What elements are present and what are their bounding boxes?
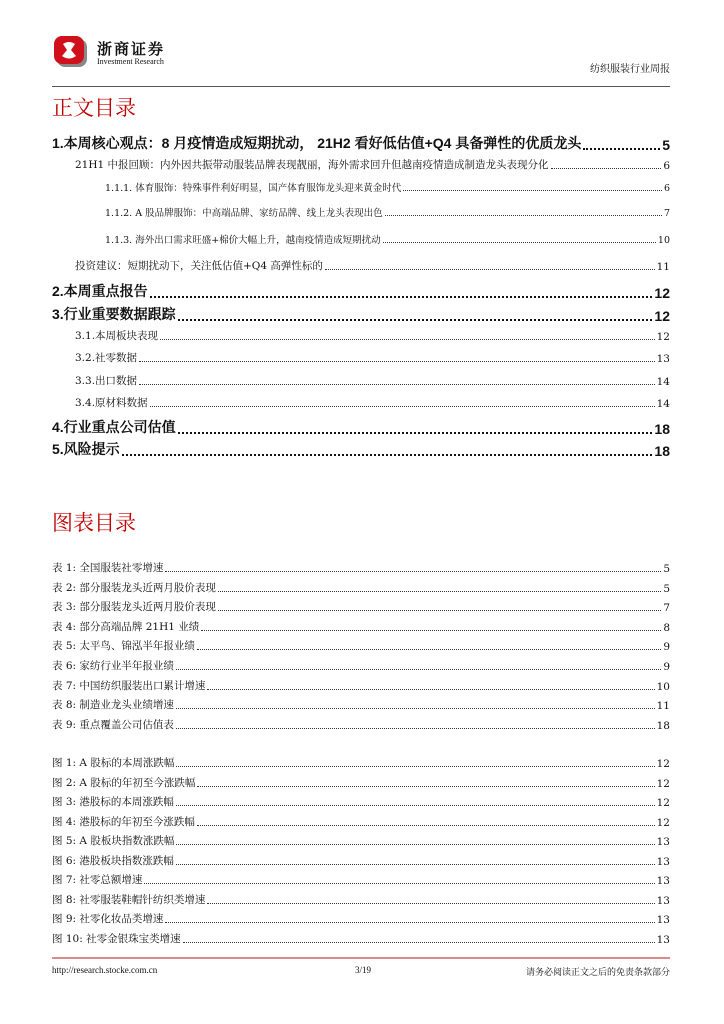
dot-leader bbox=[139, 361, 655, 362]
table-list-entry[interactable] bbox=[52, 678, 670, 693]
entry-label: 表 2: 部分服装龙头近两月股价表现 bbox=[52, 581, 216, 594]
chart-list-entry[interactable] bbox=[52, 833, 670, 848]
entry-label: 图 10: 社零金银珠宝类增速 bbox=[52, 932, 181, 945]
table-list-entry[interactable] bbox=[52, 599, 670, 614]
entry-page: 13 bbox=[656, 914, 670, 926]
toc-entry[interactable] bbox=[105, 232, 670, 246]
entry-page: 6 bbox=[663, 183, 670, 194]
dot-leader bbox=[176, 708, 655, 709]
toc-entry[interactable] bbox=[52, 133, 670, 153]
entry-label: 图 1: A 股标的本周涨跌幅 bbox=[52, 757, 175, 769]
entry-label: 表 3: 部分服装龙头近两月股价表现 bbox=[52, 601, 216, 614]
entry-page: 10 bbox=[656, 680, 670, 693]
entry-label: 1.本周核心观点：8 月疫情造成短期扰动， 21H2 看好低估值+Q4 具备弹性的优质龙头 bbox=[52, 135, 582, 151]
entry-label: 图 4: 港股标的年初至今涨跌幅 bbox=[52, 815, 195, 828]
toc-title: 正文目录 bbox=[52, 96, 136, 120]
toc-entry[interactable] bbox=[105, 205, 670, 219]
entry-label: 图 7: 社零总额增速 bbox=[52, 874, 143, 886]
dot-leader bbox=[178, 432, 653, 434]
toc-entry[interactable] bbox=[52, 304, 670, 324]
entry-page: 10 bbox=[657, 235, 670, 246]
entry-page: 12 bbox=[656, 758, 670, 770]
entry-page: 12 bbox=[656, 816, 670, 829]
entry-label: 2.本周重点报告 bbox=[52, 283, 148, 299]
dot-leader bbox=[218, 591, 661, 592]
entry-page: 18 bbox=[654, 421, 670, 437]
dot-leader bbox=[176, 805, 655, 806]
entry-label: 表 4: 部分高端品牌 21H1 业绩 bbox=[52, 620, 200, 633]
dot-leader bbox=[218, 610, 661, 611]
toc-entry[interactable] bbox=[52, 281, 670, 301]
dot-leader bbox=[144, 883, 654, 884]
table-list-entry[interactable] bbox=[52, 619, 670, 634]
entry-page: 13 bbox=[656, 855, 670, 868]
entry-label: 3.3.出口数据 bbox=[75, 375, 138, 387]
dot-leader bbox=[207, 689, 654, 690]
toc-entry[interactable] bbox=[75, 328, 670, 343]
entry-label: 1.1.1. 体育服饰：特殊事件利好明显，国产体育服饰龙头迎来黄金时代 bbox=[105, 183, 402, 194]
entry-page: 13 bbox=[656, 894, 670, 907]
entry-page: 9 bbox=[663, 661, 670, 673]
entry-page: 14 bbox=[656, 376, 670, 388]
entry-label: 4.行业重点公司估值 bbox=[52, 419, 176, 435]
table-list-entry[interactable] bbox=[52, 580, 670, 595]
entry-label: 1.1.3. 海外出口需求旺盛+棉价大幅上升，越南疫情造成短期扰动 bbox=[105, 235, 381, 246]
header-divider bbox=[52, 86, 670, 87]
dot-leader bbox=[325, 269, 655, 270]
entry-page: 12 bbox=[656, 777, 670, 790]
dot-leader bbox=[551, 168, 662, 169]
dot-leader bbox=[178, 319, 653, 321]
dot-leader bbox=[176, 669, 661, 670]
toc-entry[interactable] bbox=[75, 373, 670, 388]
toc-entry[interactable] bbox=[75, 350, 670, 365]
entry-page: 6 bbox=[663, 160, 670, 172]
entry-page: 13 bbox=[656, 875, 670, 887]
entry-page: 5 bbox=[662, 137, 670, 153]
dot-leader bbox=[197, 649, 661, 650]
footer-url[interactable]: http://research.stocke.com.cn bbox=[52, 965, 158, 975]
entry-page: 13 bbox=[656, 933, 670, 946]
brand-name-en: Investment Research bbox=[97, 57, 164, 66]
entry-label: 3.1.本周板块表现 bbox=[75, 330, 159, 342]
dot-leader bbox=[583, 148, 660, 150]
dot-leader bbox=[201, 630, 661, 631]
entry-page: 13 bbox=[656, 353, 670, 365]
report-type: 纺织服装行业周报 bbox=[590, 64, 670, 75]
dot-leader bbox=[150, 296, 653, 298]
chart-list-entry[interactable] bbox=[52, 814, 670, 829]
entry-label: 表 5: 太平鸟、锦泓半年报业绩 bbox=[52, 640, 195, 653]
table-list-entry[interactable] bbox=[52, 560, 670, 575]
entry-label: 3.2.社零数据 bbox=[75, 352, 138, 364]
dot-leader bbox=[176, 728, 655, 729]
dot-leader bbox=[183, 942, 655, 943]
entry-label: 图 9: 社零化妆品类增速 bbox=[52, 913, 164, 925]
page-number: 3/19 bbox=[355, 965, 372, 975]
entry-label: 1.1.2. A 股品牌服饰：中高端品牌、家纺品牌、线上龙头表现出色 bbox=[105, 208, 383, 219]
entry-page: 18 bbox=[656, 719, 670, 732]
entry-label: 表 1: 全国服装社零增速 bbox=[52, 562, 164, 574]
dot-leader bbox=[160, 339, 655, 340]
entry-label: 图 8: 社零服装鞋帽针纺织类增速 bbox=[52, 893, 206, 906]
entry-page: 13 bbox=[656, 836, 670, 848]
entry-page: 12 bbox=[654, 308, 670, 324]
entry-page: 18 bbox=[654, 443, 670, 459]
table-list-entry[interactable] bbox=[52, 638, 670, 653]
dot-leader bbox=[197, 825, 655, 826]
entry-label: 表 6: 家纺行业半年报业绩 bbox=[52, 660, 174, 672]
dot-leader bbox=[165, 922, 654, 923]
toc-entry[interactable] bbox=[75, 258, 670, 273]
chart-list-entry[interactable] bbox=[52, 872, 670, 887]
entry-page: 11 bbox=[656, 700, 670, 713]
entry-page: 12 bbox=[656, 797, 670, 809]
company-logo bbox=[54, 36, 88, 68]
toc-entry[interactable] bbox=[105, 180, 670, 194]
toc-entry[interactable] bbox=[75, 157, 670, 172]
entry-label: 21H1 中报回顾：内外因共振带动服装品牌表现靓丽，海外需求回升但越南疫情造成制造龙头表现分化 bbox=[75, 159, 549, 171]
entry-page: 12 bbox=[656, 331, 670, 343]
entry-page: 5 bbox=[663, 582, 670, 595]
dot-leader bbox=[165, 571, 661, 572]
dot-leader bbox=[385, 215, 662, 216]
chart-list-entry[interactable] bbox=[52, 853, 670, 868]
figures-toc-title: 图表目录 bbox=[52, 511, 136, 535]
table-list-entry[interactable] bbox=[52, 697, 670, 712]
entry-label: 图 5: A 股板块指数涨跌幅 bbox=[52, 835, 175, 847]
entry-page: 11 bbox=[656, 261, 670, 273]
entry-label: 3.行业重要数据跟踪 bbox=[52, 306, 176, 322]
entry-page: 9 bbox=[663, 641, 670, 654]
dot-leader bbox=[403, 190, 662, 191]
dot-leader bbox=[139, 384, 655, 385]
entry-label: 表 7: 中国纺织服装出口累计增速 bbox=[52, 679, 206, 692]
chart-list-entry[interactable] bbox=[52, 931, 670, 946]
entry-page: 12 bbox=[654, 285, 670, 301]
footer-divider bbox=[52, 957, 670, 959]
chart-list-entry[interactable] bbox=[52, 911, 670, 926]
chart-list-entry[interactable] bbox=[52, 775, 670, 790]
entry-label: 表 9: 重点覆盖公司估值表 bbox=[52, 718, 174, 731]
entry-label: 投资建议：短期扰动下，关注低估值+Q4 高弹性标的 bbox=[75, 260, 323, 272]
toc-entry[interactable] bbox=[52, 439, 670, 459]
entry-page: 7 bbox=[663, 208, 670, 219]
entry-label: 图 2: A 股标的年初至今涨跌幅 bbox=[52, 776, 196, 789]
dot-leader bbox=[122, 454, 653, 456]
dot-leader bbox=[176, 864, 655, 865]
dot-leader bbox=[207, 903, 654, 904]
entry-page: 7 bbox=[663, 602, 670, 615]
table-list-entry[interactable] bbox=[52, 658, 670, 673]
chart-list-entry[interactable] bbox=[52, 892, 670, 907]
footer-disclaimer: 请务必阅读正文之后的免责条款部分 bbox=[525, 968, 670, 978]
entry-page: 8 bbox=[663, 621, 670, 634]
toc-entry[interactable] bbox=[75, 395, 670, 410]
entry-label: 3.4.原材料数据 bbox=[75, 397, 148, 409]
entry-page: 5 bbox=[663, 563, 670, 575]
entry-label: 图 6: 港股板块指数涨跌幅 bbox=[52, 854, 174, 867]
chart-list-entry[interactable] bbox=[52, 755, 670, 770]
table-list-entry[interactable] bbox=[52, 717, 670, 732]
entry-page: 14 bbox=[656, 398, 670, 410]
toc-entry[interactable] bbox=[52, 417, 670, 437]
entry-label: 图 3: 港股标的本周涨跌幅 bbox=[52, 796, 174, 808]
dot-leader bbox=[197, 786, 654, 787]
dot-leader bbox=[176, 766, 654, 767]
dot-leader bbox=[383, 242, 656, 243]
dot-leader bbox=[150, 406, 655, 407]
entry-label: 表 8: 制造业龙头业绩增速 bbox=[52, 699, 174, 712]
chart-list-entry[interactable] bbox=[52, 794, 670, 809]
entry-label: 5.风险提示 bbox=[52, 441, 120, 457]
dot-leader bbox=[176, 844, 654, 845]
brand-name-cn: 浙商证券 bbox=[97, 40, 166, 58]
